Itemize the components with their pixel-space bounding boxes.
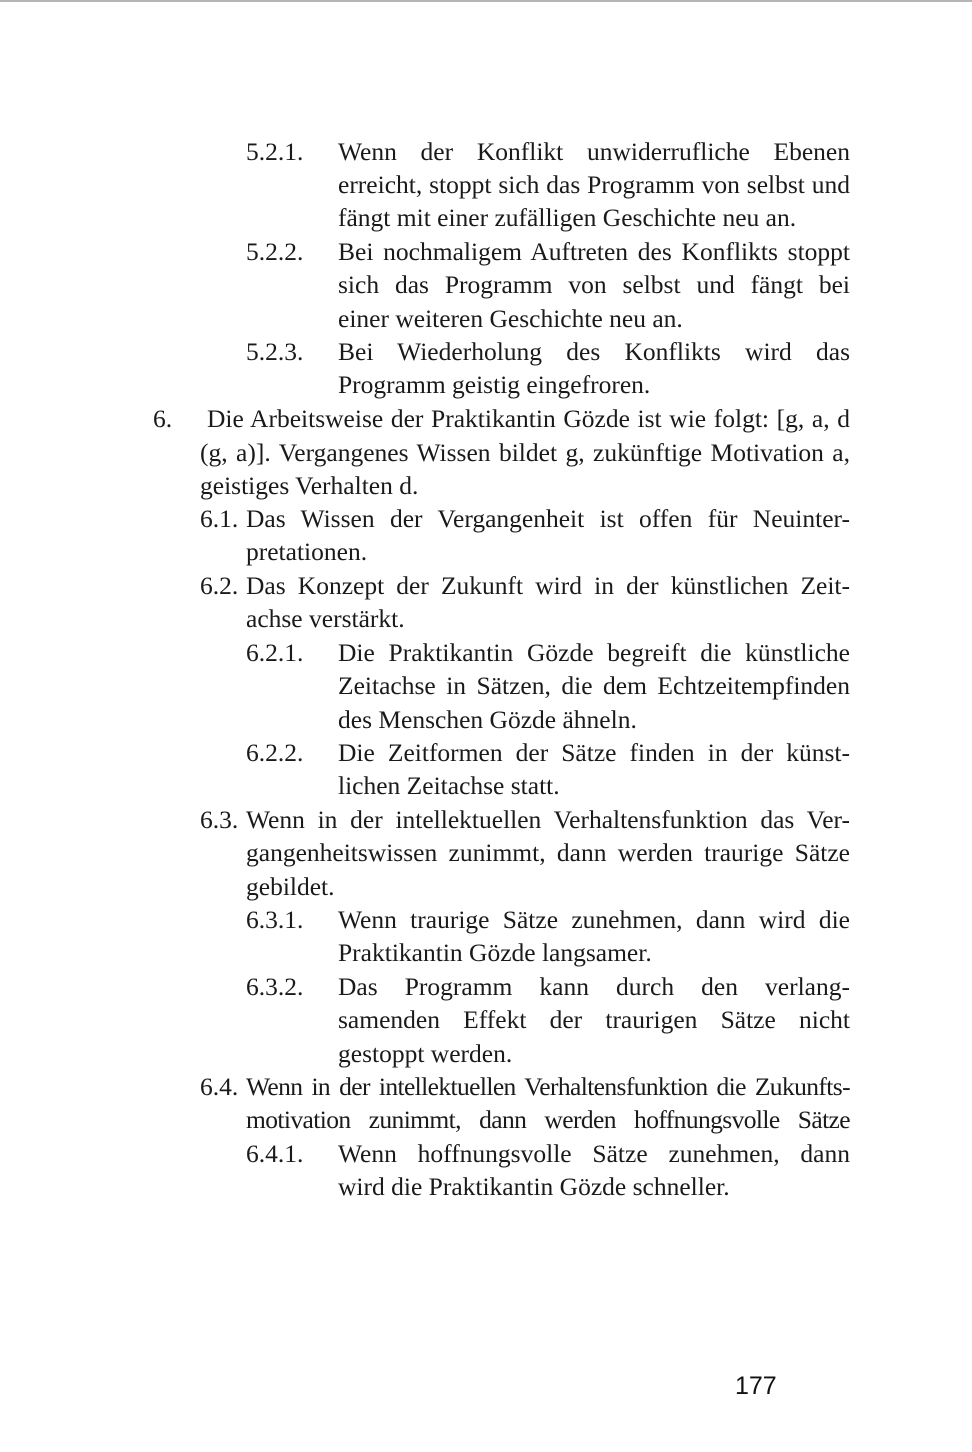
item-text-line: wird die Praktikantin Gözde schneller. — [338, 1172, 730, 1201]
item-text-line: pretationen. — [246, 537, 368, 566]
item-text-line: achse verstärkt. — [246, 604, 405, 633]
item-text-line: Bei nochmaligem Auftreten des Konflikts stoppt — [338, 237, 850, 266]
item-number: 6.3.2. — [246, 972, 304, 1001]
item-text-line: gangenheitswissen zunimmt, dann werden traurige Sätze — [246, 838, 850, 867]
item-text-line: des Menschen Gözde ähneln. — [338, 705, 637, 734]
item-text-line: Wenn traurige Sätze zunehmen, dann wird die — [338, 905, 850, 934]
item-number: 6.4. — [200, 1072, 239, 1101]
item-number: 6. — [153, 404, 173, 433]
item-number: 6.1. — [200, 504, 239, 533]
item-number: 5.2.2. — [246, 237, 304, 266]
item-text-line: fängt mit einer zufälligen Geschichte neu an. — [338, 203, 797, 232]
item-text-line: Wenn hoffnungsvolle Sätze zunehmen, dann — [338, 1139, 850, 1168]
item-number: 6.3.1. — [246, 905, 304, 934]
item-text-line: Die Praktikantin Gözde begreift die künstliche — [338, 638, 850, 667]
item-text-line: sich das Programm von selbst und fängt bei — [338, 270, 850, 299]
item-text-line: Das Konzept der Zukunft wird in der künstlichen Zeit- — [246, 571, 850, 600]
page-number: 177 — [735, 1372, 777, 1400]
item-text-line: samenden Effekt der traurigen Sätze nicht — [338, 1005, 850, 1034]
item-text-line: (g, a)]. Vergangenes Wissen bildet g, zukünftige Motivation a, — [200, 438, 850, 467]
item-text-line: Zeitachse in Sätzen, die dem Echtzeitempfinden — [338, 671, 850, 700]
item-text-line: Wenn der Konflikt unwiderrufliche Ebenen — [338, 137, 850, 166]
item-number: 5.2.3. — [246, 337, 304, 366]
item-number: 6.2.2. — [246, 738, 304, 767]
item-text-line: lichen Zeitachse statt. — [338, 771, 560, 800]
item-text-line: Bei Wiederholung des Konflikts wird das — [338, 337, 850, 366]
item-text-line: Programm geistig eingefroren. — [338, 370, 651, 399]
item-number: 6.2.1. — [246, 638, 304, 667]
item-text-line: gebildet. — [246, 872, 335, 901]
item-text-line: Die Arbeitsweise der Praktikantin Gözde ist wie folgt: [g, a, d — [207, 404, 850, 433]
item-text-line: Wenn in der intellektuellen Verhaltensfunktion die Zukunfts- — [246, 1072, 850, 1101]
top-border-line — [0, 0, 972, 2]
item-text-line: Das Wissen der Vergangenheit ist offen für Neuinter- — [246, 504, 850, 533]
item-text-line: einer weiteren Geschichte neu an. — [338, 304, 683, 333]
item-number: 6.4.1. — [246, 1139, 304, 1168]
item-text-line: Die Zeitformen der Sätze finden in der künst- — [338, 738, 850, 767]
item-number: 6.2. — [200, 571, 239, 600]
item-text-line: motivation zunimmt, dann werden hoffnungsvolle Sätze — [246, 1105, 850, 1134]
item-text-line: Praktikantin Gözde langsamer. — [338, 938, 652, 967]
item-text-line: Das Programm kann durch den verlang- — [338, 972, 850, 1001]
item-text-line: erreicht, stoppt sich das Programm von selbst und — [338, 170, 850, 199]
item-number: 5.2.1. — [246, 137, 304, 166]
item-text-line: geistiges Verhalten d. — [200, 471, 419, 500]
item-text-line: gestoppt werden. — [338, 1039, 513, 1068]
item-number: 6.3. — [200, 805, 239, 834]
item-text-line: Wenn in der intellektuellen Verhaltensfunktion das Ver- — [246, 805, 850, 834]
